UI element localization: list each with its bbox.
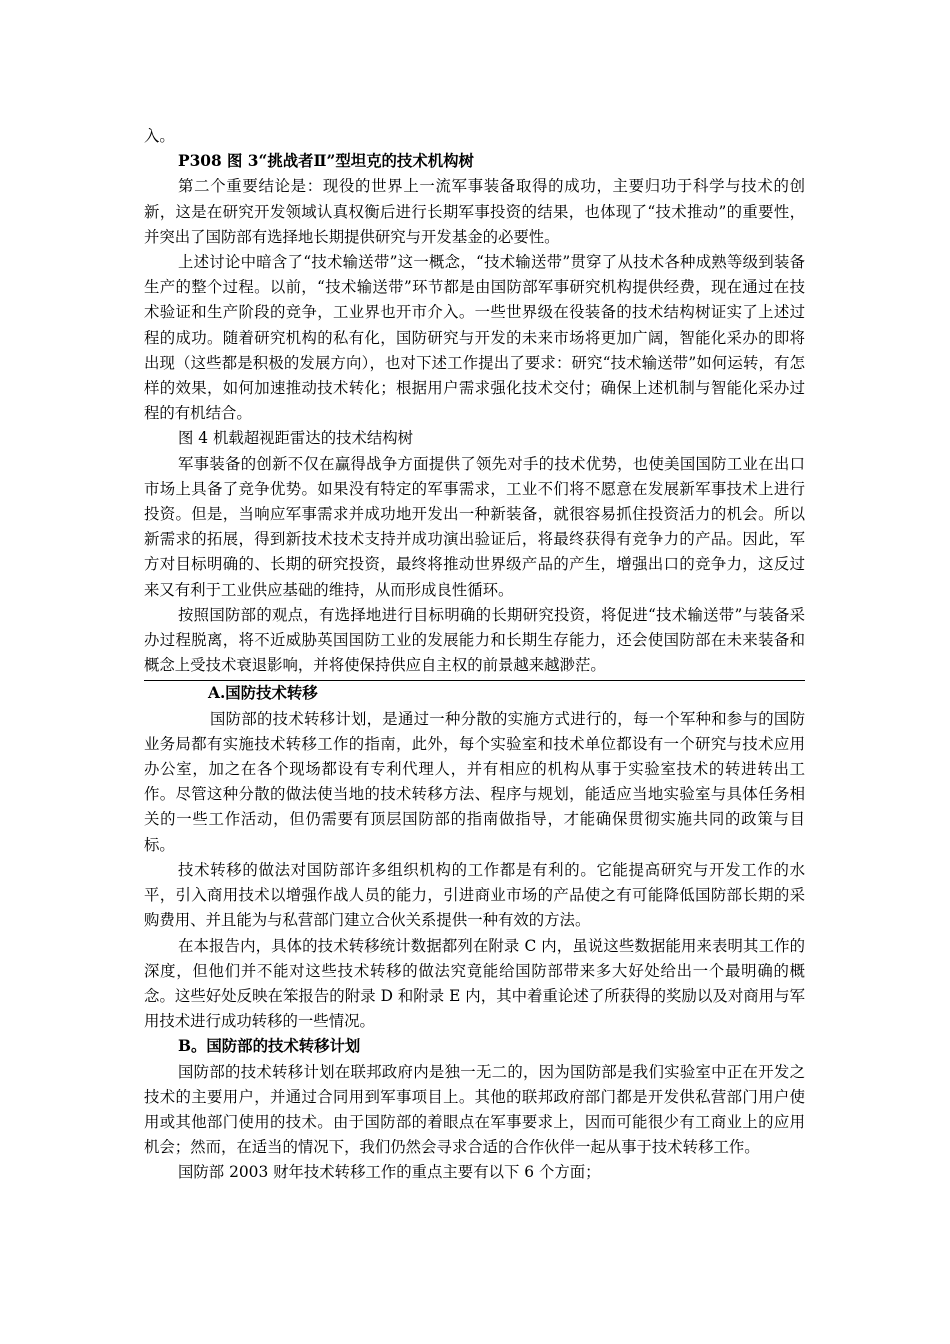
paragraph-fragment: 入。 [144,127,175,145]
paragraph-section-a-2: 技术转移的做法对国防部许多组织机构的工作都是有利的。它能提高研究与开发工作的水平，引入商用技术以增强作战人员的能力，引进商业市场的产品使之有可能降低国防部长期的采购费用、并且能为与私营部门建立合伙关系提供一种有效的方法。 [144,860,805,930]
paragraph-section-a-3: 在本报告内，具体的技术转移统计数据都列在附录 C 内，虽说这些数据能用来表明其工作的深度，但他们并不能对这些技术转移的做法究竟能给国防部带来多大好处给出一个最明确的概念。这些好处反映在笨报告的附录 D 和附录 E 内，其中着重论述了所获得的奖励以及对商用与军用技术进行成功转移的一些情况。 [144,936,805,1031]
paragraph-conclusion: 第二个重要结论是：现役的世界上一流军事装备取得的成功，主要归功于科学与技术的创新，这是在研究开发领域认真权衡后进行长期军事投资的结果，也体现了“技术推动”的重要性，并突出了国防部有选择地长期提供研究与开发基金的必要性。 [144,177,805,246]
figure-3-caption: P308 图 3“挑战者Ⅱ”型坦克的技术机构树 [178,152,474,171]
paragraph-innovation: 军事装备的创新不仅在赢得战争方面提供了领先对手的技术优势，也使美国国防工业在出口市场上具备了竞争优势。如果没有特定的军事需求，工业不们将不愿意在发展新军事技术上进行投资。但是，当响应军事需求并成功地开发出一种新装备，就很容易抓住投资活力的机会。所以新需求的拓展，得到新技术技术支持并成功演出验证后，将最终获得有竞争力的产品。因此，军方对目标明确的、长期的研究投资，最终将推动世界级产品的产生，增强出口的竞争力，这反过来又有利于工业供应基础的维持，从而形成良性循环。 [144,454,805,599]
paragraph-technology-conveyor: 上述讨论中暗含了“技术输送带”这一概念，“技术输送带”贯穿了从技术各种成熟等级到装备生产的整个过程。以前，“技术输送带”环节都是由国防部军事研究机构提供经费，现在通过在技术验证和生产阶段的竞争，工业界也开市介入。一些世界级在役装备的技术结构树证实了上述过程的成功。随着研究机构的私有化，国防研究与开发的未来市场将更加广阔，智能化采办的即将出现（这些都是积极的发展方向），也对下述工作提出了要求：研究“技术输送带”如何运转，有怎样的效果，如何加速推动技术转化；根据用户需求强化技术交付；确保上述机制与智能化采办过程的有机结合。 [144,253,805,423]
paragraph-section-a-1: 国防部的技术转移计划，是通过一种分散的实施方式进行的，每一个军种和参与的国防业务局都有实施技术转移工作的指南，此外，每个实验室和技术单位都设有一个研究与技术应用办公室，加之在各个现场都设有专利代理人，并有相应的机构从事于实验室技术的转进转出工作。尽管这种分散的做法使当地的技术转移方法、程序与规划，能适应当地实验室与具体任务相关的一些工作活动，但仍需要有顶层国防部的指南做指导，才能确保贯彻实施共同的政策与目标。 [144,709,805,854]
paragraph-section-b-1: 国防部的技术转移计划在联邦政府内是独一无二的，因为国防部是我们实验室中正在开发之技术的主要用户，并通过合同用到军事项目上。其他的联邦政府部门都是开发供私营部门用户使用或其他部门使用的技术。由于国防部的着眼点在军事要求上，因而可能很少有工商业上的应用机会；然而，在适当的情况下，我们仍然会寻求合适的合作伙伴一起从事于技术转移工作。 [144,1062,805,1157]
section-a-heading: A.国防技术转移 [208,684,318,703]
paragraph-section-b-2: 国防部 2003 财年技术转移工作的重点主要有以下 6 个方面； [178,1163,601,1182]
paragraph-viewpoint: 按照国防部的观点，有选择地进行目标明确的长期研究投资，将促进“技术输送带”与装备采办过程脱离，将不近威胁英国国防工业的发展能力和长期生存能力，还会使国防部在未来装备和概念上受技术衰退影响，并将使保持供应自主权的前景越来越渺茫。 [144,605,805,675]
figure-4-caption: 图 4 机载超视距雷达的技术结构树 [178,429,414,448]
document-body [144,124,805,1186]
section-b-heading: B。国防部的技术转移计划 [178,1037,361,1056]
